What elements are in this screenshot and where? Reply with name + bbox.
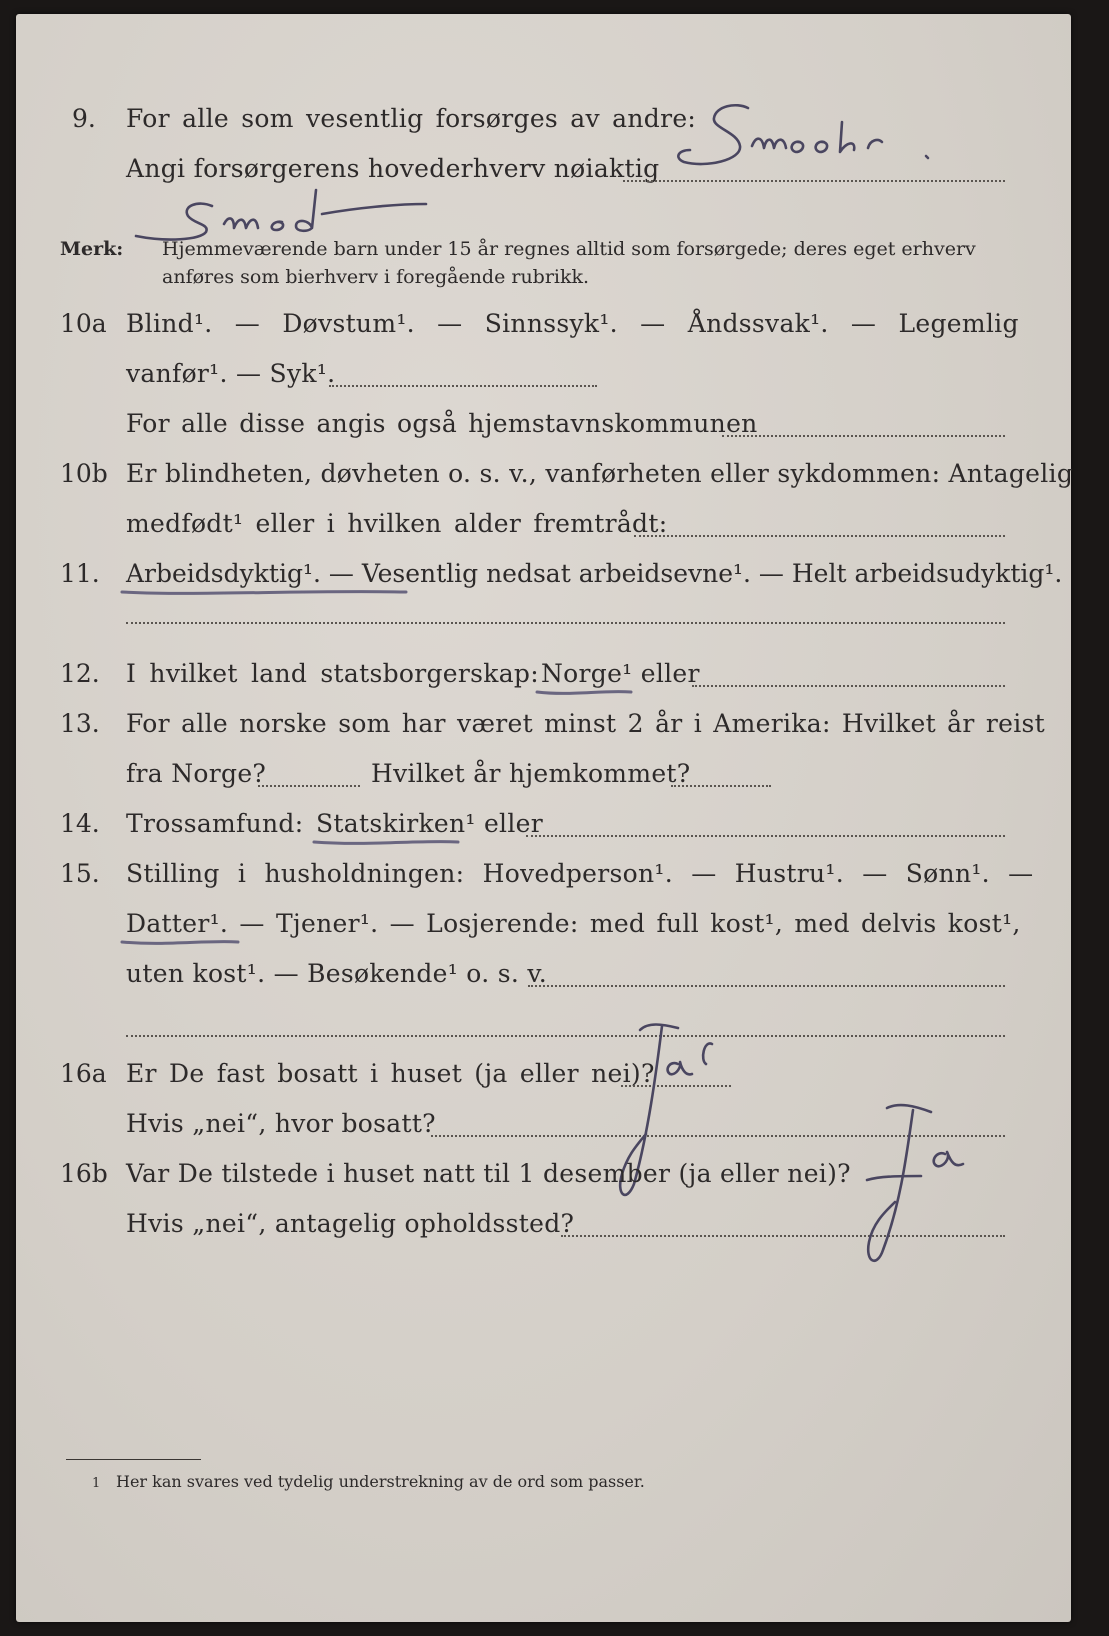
q10a-line2: vanfør¹. — Syk¹.	[126, 359, 336, 388]
q14-underline-mark	[308, 834, 468, 850]
q10a-line1: Blind¹. — Døvstum¹. — Sinnssyk¹. — Åndssvak¹. — Legemlig	[126, 309, 1019, 338]
q16a-line2: Hvis „nei“, hvor bosatt?	[126, 1109, 436, 1138]
footnote-rule	[66, 1459, 201, 1460]
q10b-line1: Er blindheten, døvheten o. s. v., vanførheten eller sykdommen: Antagelig	[126, 459, 1074, 488]
q16b-line2: Hvis „nei“, antagelig opholdssted?	[126, 1209, 575, 1238]
q16a-line1: Er De fast bosatt i huset (ja eller nei)?	[126, 1059, 655, 1088]
q15-underline-mark	[116, 934, 246, 950]
q12-underline-mark	[531, 684, 641, 700]
q14-answer-line[interactable]	[526, 835, 1005, 837]
q16a-number: 16a	[60, 1059, 107, 1088]
q10a-municipality-answer-line[interactable]	[722, 435, 1005, 437]
q15-line1: Stilling i husholdningen: Hovedperson¹. — Hustru¹. — Sønn¹. —	[126, 859, 1034, 888]
q13-line1: For alle norske som har været minst 2 år i Amerika: Hvilket år reist	[126, 709, 1046, 738]
q12-line1: I hvilket land statsborgerskap:	[126, 659, 539, 688]
merk-line1: Hjemmeværende barn under 15 år regnes alltid som forsørgede; deres eget erhverv	[162, 238, 976, 260]
q10b-number: 10b	[60, 459, 108, 488]
q15-answer-line[interactable]	[528, 985, 1005, 987]
q10b-answer-line[interactable]	[634, 535, 1005, 537]
q14-answer: Statskirken¹ eller	[316, 809, 543, 838]
footnote-text: Her kan svares ved tydelig understrekning av de ord som passer.	[116, 1472, 645, 1491]
census-form-page	[16, 14, 1074, 1622]
q12-answer: Norge¹ eller	[541, 659, 700, 688]
q9-line1: For alle som vesentlig forsørges av andre:	[126, 104, 697, 133]
q9-line2: Angi forsørgerens hovederhverv nøiaktig	[126, 154, 660, 183]
q15-extra-line[interactable]	[126, 1035, 1005, 1037]
q9-number: 9.	[72, 104, 96, 133]
q12-answer-line[interactable]	[692, 685, 1005, 687]
q12-number: 12.	[60, 659, 100, 688]
q13-year-left-line[interactable]	[258, 785, 360, 787]
q15-line3: uten kost¹. — Besøkende¹ o. s. v.	[126, 959, 548, 988]
q16b-line1: Var De tilstede i huset natt til 1 desember (ja eller nei)?	[126, 1159, 851, 1188]
q14-line1a: Trossamfund:	[126, 809, 304, 838]
q11-answer-line[interactable]	[126, 622, 1005, 624]
q10a-number: 10a	[60, 309, 107, 338]
q9-handwritten-answer-1	[656, 92, 956, 202]
footnote-mark: 1	[92, 1476, 101, 1491]
merk-label: Merk:	[60, 238, 124, 260]
q11-line1: Arbeidsdyktig¹. — Vesentlig nedsat arbeidsevne¹. — Helt arbeidsudyktig¹.	[126, 559, 1063, 588]
q10a-line3: For alle disse angis også hjemstavnskommunen	[126, 409, 758, 438]
q14-number: 14.	[60, 809, 100, 838]
q10a-sick-answer-line[interactable]	[329, 385, 597, 387]
q11-number: 11.	[60, 559, 100, 588]
q15-line2: Datter¹. — Tjener¹. — Losjerende: med full kost¹, med delvis kost¹,	[126, 909, 1021, 938]
q16b-handwritten-answer	[841, 1092, 1001, 1292]
q13-number: 13.	[60, 709, 100, 738]
q13-year-returned-line[interactable]	[671, 785, 771, 787]
q11-underline-mark	[116, 582, 416, 602]
q10b-line2: medfødt¹ eller i hvilken alder fremtrådt:	[126, 509, 668, 538]
q15-number: 15.	[60, 859, 100, 888]
q16b-number: 16b	[60, 1159, 108, 1188]
merk-line2: anføres som bierhverv i foregående rubrikk.	[162, 266, 590, 288]
q13-line2a: fra Norge?	[126, 759, 267, 788]
q16a-handwritten-answer	[596, 1004, 746, 1224]
q13-line2b: Hvilket år hjemkommet?	[371, 759, 691, 788]
